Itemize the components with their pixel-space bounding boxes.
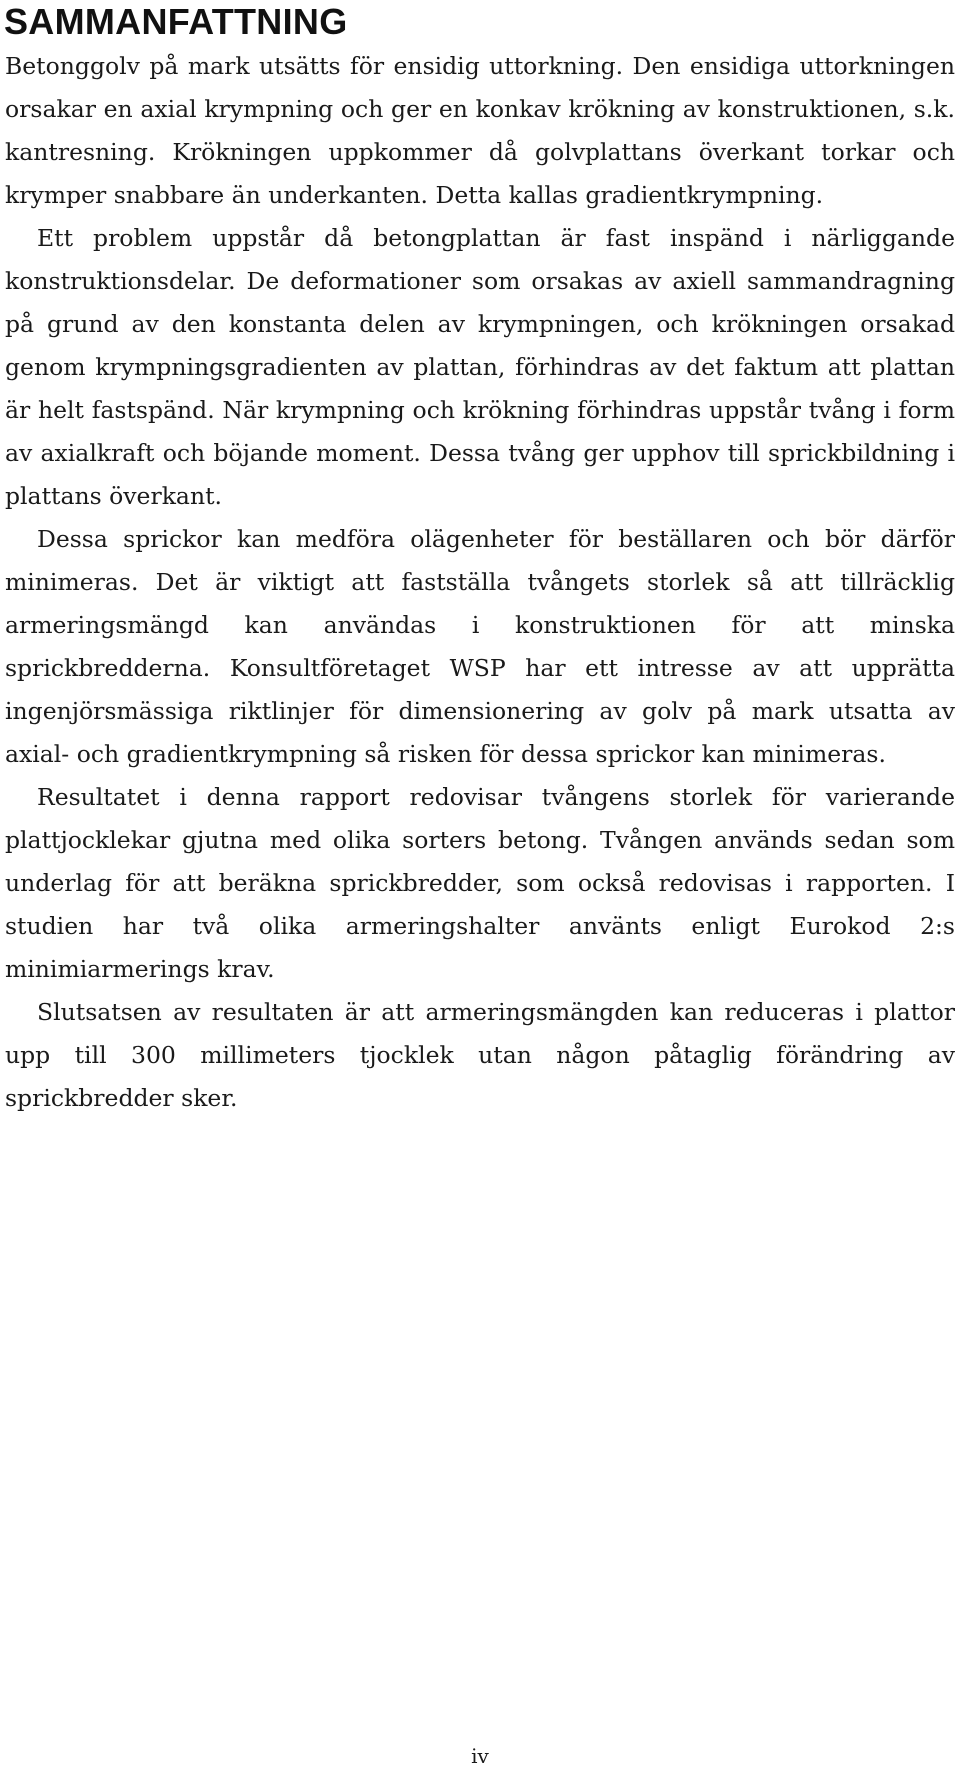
page-number: iv <box>471 1744 489 1768</box>
section-heading: SAMMANFATTNING <box>4 1 348 42</box>
paragraph-2: Ett problem uppstår då betongplattan är fast inspänd i närliggande konstruktionsdelar. De deformationer som orsakas av axiell sammandragning på grund av den konstanta delen av krympningen, och krökningen orsakad genom krympningsgradienten av plattan, förhindras av det faktum att plattan är helt fastspänd. När krympning och krökning förhindras uppstår tvång i form av axialkraft och böjande moment. Dessa tvång ger upphov till sprickbildning i plattans överkant. <box>5 224 955 510</box>
summary-body <box>5 45 955 1120</box>
paragraph-5: Slutsatsen av resultaten är att armeringsmängden kan reduceras i plattor upp till 300 millimeters tjocklek utan någon påtaglig förändring av sprickbredder sker. <box>5 998 955 1112</box>
paragraph-3: Dessa sprickor kan medföra olägenheter för beställaren och bör därför minimeras. Det är viktigt att fastställa tvångets storlek så att tillräcklig armeringsmängd kan användas i konstruktionen för att minska sprickbredderna. Konsultföretaget WSP har ett intresse av att upprätta ingenjörsmässiga riktlinjer för dimensionering av golv på mark utsatta av axial- och gradientkrympning så risken för dessa sprickor kan minimeras. <box>5 525 955 768</box>
paragraph-4: Resultatet i denna rapport redovisar tvångens storlek för varierande plattjocklekar gjutna med olika sorters betong. Tvången används sedan som underlag för att beräkna sprickbredder, som också redovisas i rapporten. I studien har två olika armeringshalter använts enligt Eurokod 2:s minimiarmerings krav. <box>5 783 955 983</box>
paragraph-1: Betonggolv på mark utsätts för ensidig uttorkning. Den ensidiga uttorkningen orsakar en axial krympning och ger en konkav krökning av konstruktionen, s.k. kantresning. Krökningen uppkommer då golvplattans överkant torkar och krymper snabbare än underkanten. Detta kallas gradientkrympning. <box>5 52 955 209</box>
